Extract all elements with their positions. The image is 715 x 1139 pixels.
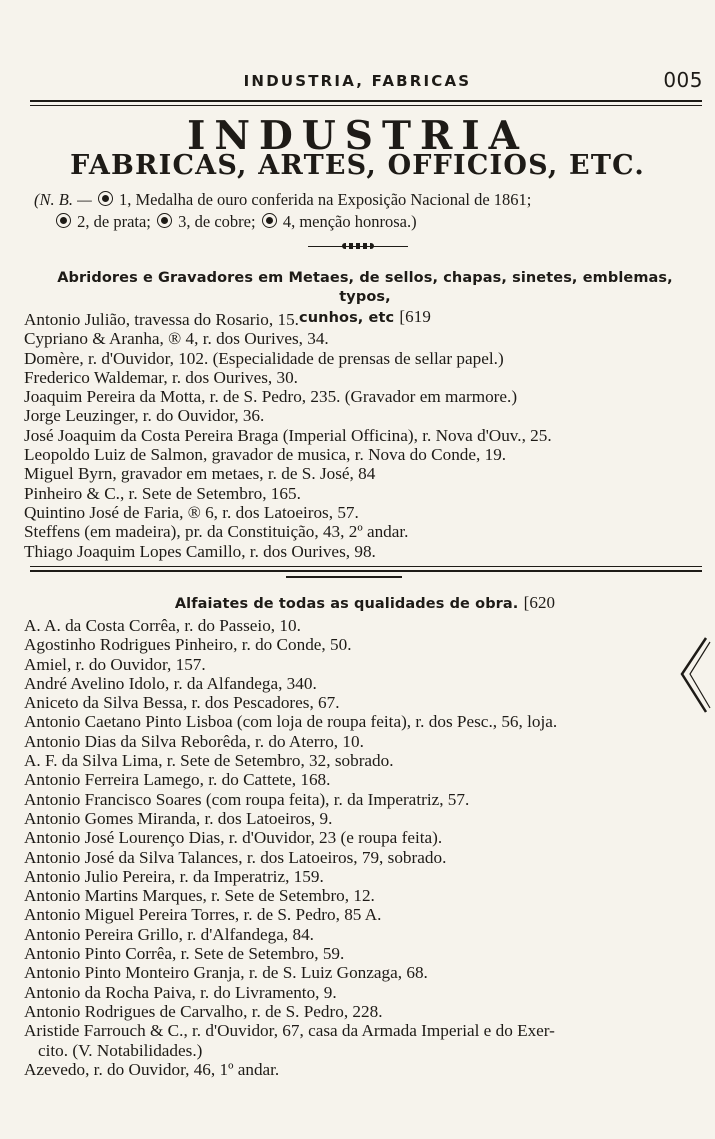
list-item: André Avelino Idolo, r. da Alfandega, 340. [24, 673, 317, 693]
list-item: Thiago Joaquim Lopes Camillo, r. dos Ourives, 98. [24, 541, 376, 561]
list-item: Steffens (em madeira), pr. da Constituição, 43, 2º andar. [24, 522, 409, 542]
medal-note-line-1: (N. B. — 1, Medalha de ouro conferida na Exposição Nacional de 1861; [34, 190, 532, 209]
list-item: Aristide Farrouch & C., r. d'Ouvidor, 67, casa da Armada Imperial e do Exer- [24, 1021, 555, 1041]
list-item: Antonio José Lourenço Dias, r. d'Ouvidor, 23 (e roupa feita). [24, 828, 443, 848]
list-item: A. F. da Silva Lima, r. Sete de Setembro, 32, sobrado. [24, 751, 394, 771]
running-head-title: INDUSTRIA, FABRICAS [243, 72, 472, 90]
ornament-divider [308, 243, 408, 249]
list-item: Aniceto da Silva Bessa, r. dos Pescadores, 67. [24, 693, 340, 713]
list-item: Frederico Waldemar, r. dos Ourives, 30. [24, 367, 298, 387]
list-item: Azevedo, r. do Ouvidor, 46, 1º andar. [24, 1059, 280, 1079]
list-item: Antonio Julio Pereira, r. da Imperatriz, 159. [24, 866, 324, 886]
medal-icon [262, 213, 277, 228]
list-item: Quintino José de Faria, ® 6, r. dos Latoeiros, 57. [24, 502, 359, 522]
list-item: Antonio Francisco Soares (com roupa feita), r. da Imperatriz, 57. [24, 789, 470, 809]
engravers-list [24, 310, 704, 561]
short-rule [286, 576, 402, 578]
medal-icon [98, 191, 113, 206]
list-item: Pinheiro & C., r. Sete de Setembro, 165. [24, 483, 301, 503]
medal-note [34, 189, 694, 233]
list-item: Antonio da Rocha Paiva, r. do Livramento, 9. [24, 982, 337, 1002]
running-head [0, 68, 715, 94]
section-head-tailors: Alfaiates de todas as qualidades de obra. [620 [174, 593, 556, 612]
header-double-rule [30, 100, 702, 106]
list-item: Amiel, r. do Ouvidor, 157. [24, 654, 206, 674]
list-item: Domère, r. d'Ouvidor, 102. (Especialidade de prensas de sellar papel.) [24, 348, 504, 368]
list-item: A. A. da Costa Corrêa, r. do Passeio, 10. [24, 616, 301, 635]
margin-bracket-mark [676, 630, 714, 720]
list-item: Antonio Gomes Miranda, r. dos Latoeiros, 9. [24, 808, 333, 828]
page-number: 005 [663, 68, 703, 92]
list-item: Antonio Pinto Monteiro Granja, r. de S. Luiz Gonzaga, 68. [24, 963, 428, 983]
list-item: Agostinho Rodrigues Pinheiro, r. do Conde, 50. [24, 635, 352, 655]
list-item: Antonio Martins Marques, r. Sete de Setembro, 12. [24, 886, 375, 906]
list-item: Miguel Byrn, gravador em metaes, r. de S. José, 84 [24, 464, 376, 484]
list-item: Cypriano & Aranha, ® 4, r. dos Ourives, 34. [24, 329, 329, 349]
list-item: Antonio Dias da Silva Reborêda, r. do Aterro, 10. [24, 731, 364, 751]
sub-title: FABRICAS, ARTES, OFFICIOS, ETC. [70, 150, 645, 181]
section-double-rule [30, 566, 702, 572]
main-title: INDUSTRIA [187, 113, 528, 159]
list-item: Antonio Rodrigues de Carvalho, r. de S. Pedro, 228. [24, 1001, 383, 1021]
medal-note-line-2: 2, de prata; 3, de cobre; 4, menção honrosa.) [34, 211, 694, 233]
list-item: Antonio Julião, travessa do Rosario, 15. [24, 310, 299, 329]
list-item: Joaquim Pereira da Motta, r. de S. Pedro, 235. (Gravador em marmore.) [24, 387, 518, 407]
medal-icon [56, 213, 71, 228]
list-item: Antonio Pinto Corrêa, r. Sete de Setembro, 59. [24, 944, 345, 964]
list-item: Antonio Miguel Pereira Torres, r. de S. Pedro, 85 A. [24, 905, 382, 925]
list-item: José Joaquim da Costa Pereira Braga (Imperial Officina), r. Nova d'Ouv., 25. [24, 425, 552, 445]
list-item: Antonio José da Silva Talances, r. dos Latoeiros, 79, sobrado. [24, 847, 447, 867]
tailors-list [24, 616, 704, 1079]
medal-icon [157, 213, 172, 228]
list-item: Jorge Leuzinger, r. do Ouvidor, 36. [24, 406, 265, 426]
section-number: [620 [523, 593, 556, 612]
section-head-engravers: Abridores e Gravadores em Metaes, de sellos, chapas, sinetes, emblemas, typos, cunhos, etc [619 [57, 270, 673, 326]
list-item: Antonio Pereira Grillo, r. d'Alfandega, 84. [24, 924, 314, 944]
list-item: Antonio Caetano Pinto Lisboa (com loja de roupa feita), r. dos Pesc., 56, loja. [24, 712, 558, 732]
list-item: cito. (V. Notabilidades.) [38, 1040, 203, 1060]
list-item: Leopoldo Luiz de Salmon, gravador de musica, r. Nova do Conde, 19. [24, 445, 507, 465]
section-number: [619 [399, 307, 431, 326]
list-item: Antonio Ferreira Lamego, r. do Cattete, 168. [24, 770, 331, 790]
